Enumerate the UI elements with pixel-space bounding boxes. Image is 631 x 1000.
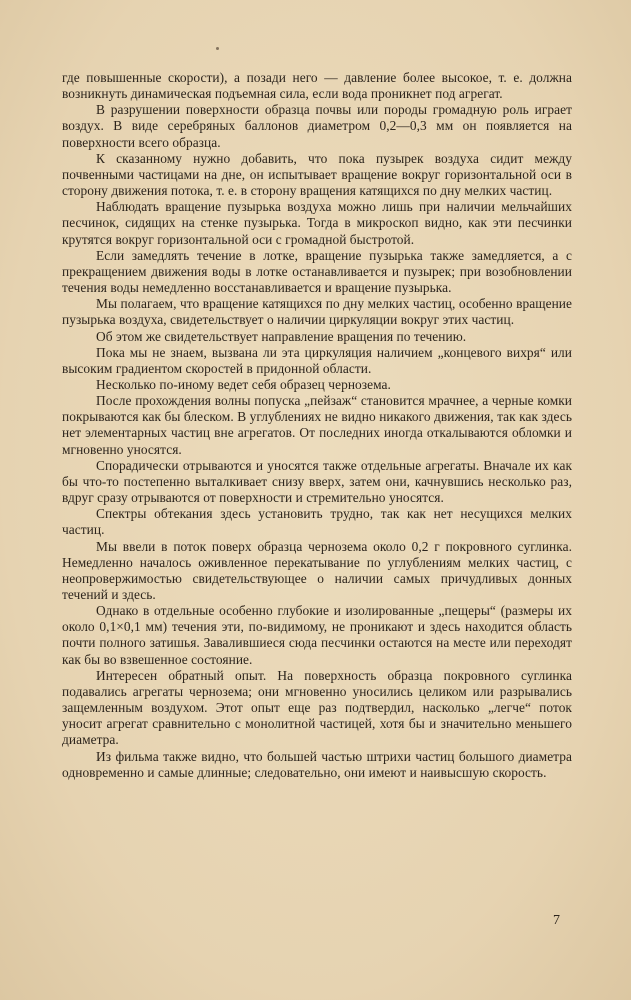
paragraph: Мы ввели в поток поверх образца чернозема около 0,2 г покровного суглинка. Немедленно началось оживленное перекатывание по углублениям мелких частиц, с неопровержимостью свидетельствующее о наличии самых причудливых донных течений и здесь. <box>62 538 572 602</box>
paragraph: Наблюдать вращение пузырька воздуха можно лишь при наличии мельчайших песчинок, сидящих на стенке пузырька. Тогда в микроскоп видно, как эти песчинки крутятся вокруг горизонтальной оси с громадной быстротой. <box>62 199 572 247</box>
body-text <box>62 70 572 781</box>
paragraph: После прохождения волны попуска „пейзаж“ становится мрачнее, а черные комки покрываются как бы блеском. В углублениях не видно никакого движения, так как здесь нет элементарных частиц вне агрегатов. От последних иногда откалываются обломки и мгновенно уносятся. <box>62 393 572 457</box>
page-number: 7 <box>553 913 560 928</box>
paragraph: Из фильма также видно, что большей частью штрихи частиц большого диаметра одновременно и самые длинные; следовательно, они имеют и наивысшую скорость. <box>62 748 572 780</box>
paragraph: К сказанному нужно добавить, что пока пузырек воздуха сидит между почвенными частицами на дне, он испытывает вращение вокруг горизонтальной оси в сторону движения потока, т. е. в сторону вращения катящихся по дну мелких частиц. <box>62 150 572 199</box>
print-speck <box>216 47 219 50</box>
paragraph: Однако в отдельные особенно глубокие и изолированные „пещеры“ (размеры их около 0,1×0,1 мм) течения эти, по-видимому, не проникают и здесь находится область почти полного затишья. Завалившиеся сюда песчинки остаются на месте или переходят как бы во взвешенное состояние. <box>62 603 572 667</box>
paragraph: Пока мы не знаем, вызвана ли эта циркуляция наличием „концевого вихря“ или высоким градиентом скоростей в придонной области. <box>62 344 572 376</box>
paragraph: Мы полагаем, что вращение катящихся по дну мелких частиц, особенно вращение пузырька воздуха, свидетельствует о наличии циркуляции вокруг этих частиц. <box>62 296 572 328</box>
paragraph: Об этом же свидетельствует направление вращения по течению. <box>96 328 467 344</box>
paragraph: Спектры обтекания здесь установить трудно, так как нет несущихся мелких частиц. <box>62 506 572 538</box>
paragraph: Если замедлять течение в лотке, вращение пузырька также замедляется, а с прекращением движения воды в лотке останавливается и пузырек; при возобновлении течения воды немедленно восстанавливается и вращение пузырька. <box>62 247 572 296</box>
paragraph: В разрушении поверхности образца почвы или породы громадную роль играет воздух. В виде серебряных баллонов диаметром 0,2—0,3 мм он появляется на поверхности всего образца. <box>62 102 572 150</box>
paragraph: Интересен обратный опыт. На поверхность образца покровного суглинка подавались агрегаты чернозема; они мгновенно уносились целиком или разрывались защемленным воздухом. Этот опыт еще раз подтвердил, насколько „легче“ поток уносит агрегат сравнительно с монолитной частицей, хотя бы и значительно меньшего диаметра. <box>62 667 572 748</box>
paragraph: Спорадически отрываются и уносятся также отдельные агрегаты. Вначале их как бы что-то постепенно выталкивает снизу вверх, затем они, качнувшись несколько раз, вдруг сразу отрываются от поверхности и стремительно уносятся. <box>62 457 572 506</box>
paragraph: Несколько по-иному ведет себя образец чернозема. <box>96 376 391 392</box>
paragraph-continuation: где повышенные скорости), а позади него — давление более высокое, т. е. должна возникнуть динамическая подъемная сила, если вода проникнет под агрегат. <box>62 70 572 102</box>
